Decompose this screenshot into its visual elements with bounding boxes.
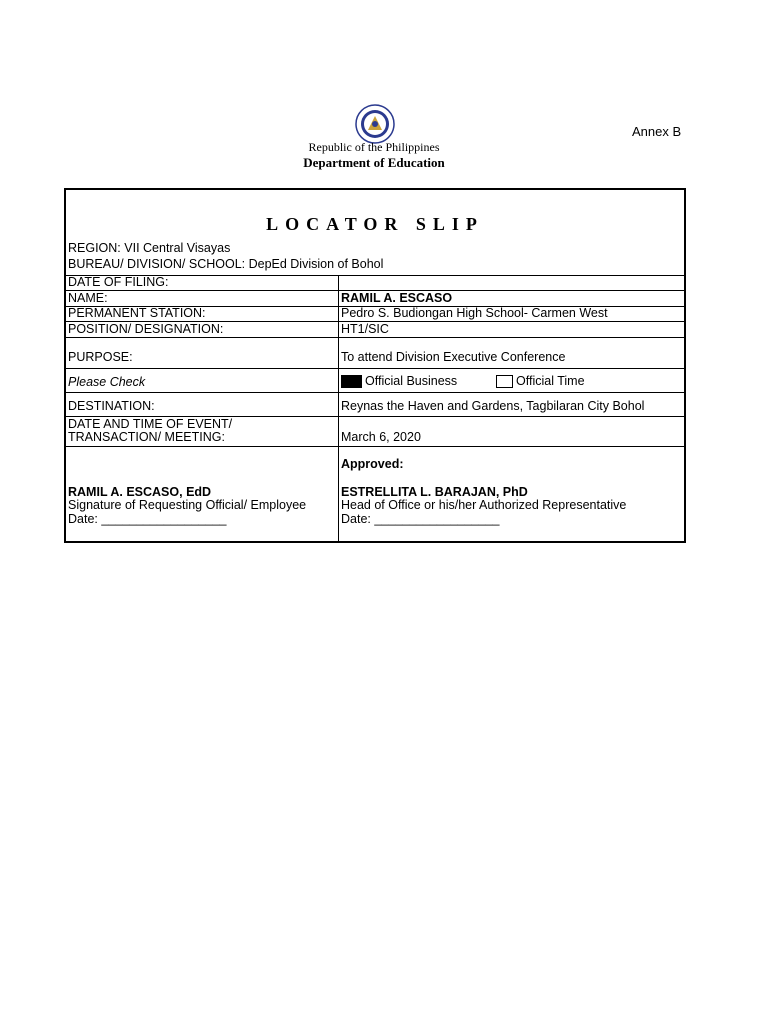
row-divider — [66, 337, 684, 338]
row-divider — [66, 392, 684, 393]
approver-date[interactable]: Date: __________________ — [341, 512, 500, 526]
station-label: PERMANENT STATION: — [68, 306, 206, 320]
requester-date[interactable]: Date: __________________ — [68, 512, 227, 526]
approver-name: ESTRELLITA L. BARAJAN, PhD — [341, 485, 528, 499]
event-label-line1: DATE AND TIME OF EVENT/ — [68, 417, 233, 431]
official-time-label: Official Time — [516, 374, 585, 388]
official-time-option[interactable] — [496, 374, 585, 388]
locator-slip-form — [64, 188, 686, 543]
requester-name: RAMIL A. ESCASO, EdD — [68, 485, 212, 499]
purpose-label: PURPOSE: — [68, 350, 133, 364]
department-heading: Department of Education — [303, 155, 445, 170]
requester-caption: Signature of Requesting Official/ Employee — [68, 498, 307, 512]
official-business-label: Official Business — [365, 374, 458, 388]
deped-seal-icon — [355, 104, 395, 144]
destination-field[interactable]: Reynas the Haven and Gardens, Tagbilaran City Bohol — [341, 399, 645, 413]
event-label-line2: TRANSACTION/ MEETING: — [68, 430, 225, 444]
region-text: REGION: VII Central Visayas — [68, 241, 231, 255]
row-divider — [66, 368, 684, 369]
purpose-field[interactable]: To attend Division Executive Conference — [341, 350, 566, 364]
republic-heading: Republic of the Philippines — [308, 140, 440, 154]
destination-label: DESTINATION: — [68, 399, 155, 413]
name-field[interactable]: RAMIL A. ESCASO — [341, 291, 453, 305]
annex-label: Annex B — [632, 124, 682, 139]
position-field[interactable]: HT1/SIC — [341, 322, 389, 336]
approved-label: Approved: — [341, 457, 404, 471]
event-field[interactable]: March 6, 2020 — [341, 430, 421, 444]
official-business-option[interactable] — [341, 374, 457, 388]
form-title: LOCATOR SLIP — [266, 214, 484, 234]
date-of-filing-label: DATE OF FILING: — [68, 275, 169, 289]
please-check-label: Please Check — [68, 375, 146, 389]
approver-caption: Head of Office or his/her Authorized Representative — [341, 498, 627, 512]
official-business-checkbox[interactable] — [341, 375, 362, 388]
position-label: POSITION/ DESIGNATION: — [68, 322, 224, 336]
row-divider — [66, 446, 684, 447]
name-label: NAME: — [68, 291, 108, 305]
bureau-text: BUREAU/ DIVISION/ SCHOOL: DepEd Division of Bohol — [68, 257, 384, 271]
official-time-checkbox[interactable] — [496, 375, 513, 388]
column-divider — [338, 275, 339, 541]
station-field[interactable]: Pedro S. Budiongan High School- Carmen West — [341, 306, 608, 320]
